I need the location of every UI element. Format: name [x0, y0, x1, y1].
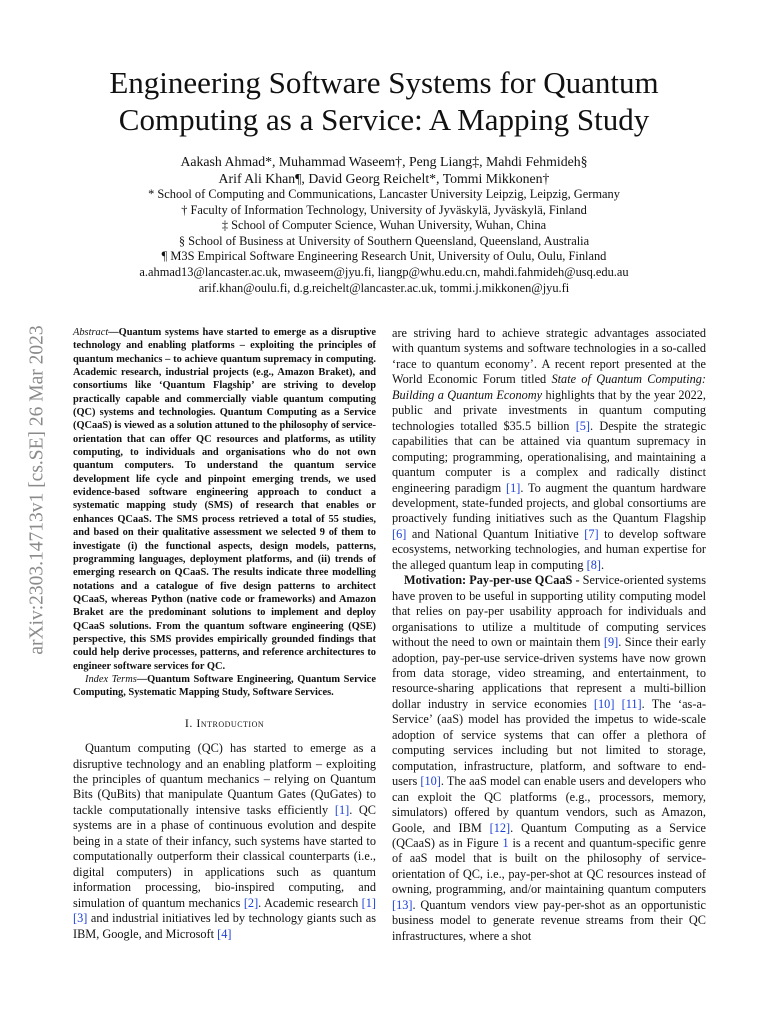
section-heading [73, 716, 376, 731]
section-number: I. [184, 715, 193, 730]
index-terms [73, 673, 376, 700]
section-title: Introduction [196, 715, 265, 730]
body-paragraph [392, 326, 706, 573]
intro-paragraph [73, 741, 376, 942]
emails-line-1: a.ahmad13@lancaster.ac.uk, mwaseem@jyu.fi, liangp@whu.edu.cn, mahdi.fahmideh@usq.edu.au [139, 264, 629, 279]
text-run: . The aaS model can enable users and developers who can exploit the QC platforms (e.g., processors, memory, simulators) offered by quantum vendors, such as Amazon, Goole, and IBM [392, 774, 706, 835]
emails-line-2: arif.khan@oulu.fi, d.g.reichelt@lancaster.ac.uk, tommi.j.mikkonen@jyu.fi [198, 280, 570, 295]
authors-line-2: Arif Ali Khan¶, David Georg Reichelt*, Tommi Mikkonen† [218, 170, 550, 186]
figure-link[interactable]: 1 [502, 835, 509, 850]
left-column [73, 326, 376, 942]
text-run: . Since their early adoption, pay-per-use service-driven systems have now grown from data storage, video streaming, and entertainment, to resource-sharing applications that represent a multi-billion dollar industry in service economies [392, 635, 706, 711]
abstract-label: Abstract [73, 327, 109, 338]
affiliation-2: † Faculty of Information Technology, University of Jyväskylä, Jyväskylä, Finland [181, 202, 587, 217]
citation-link[interactable]: [6] [392, 526, 407, 541]
text-run: . Quantum vendors view pay-per-shot as an opportunistic business model to generate revenue streams from their QC infrastructures, where a shot [392, 897, 706, 943]
author-block [80, 154, 688, 296]
title-line-2: Computing as a Service: A Mapping Study [118, 102, 650, 137]
citation-link[interactable]: [1] [361, 895, 377, 910]
right-column [392, 326, 706, 944]
text-run: and industrial initiatives led by technology giants such as IBM, Google, and Microsoft [73, 911, 376, 941]
motivation-paragraph [392, 573, 706, 944]
affiliation-4: § School of Business at University of Southern Queensland, Queensland, Australia [178, 233, 590, 248]
text-run: Quantum computing (QC) has started to emerge as a disruptive technology and an enabling platform – exploiting the principles of quantum mechanics – relying on Quantum Bits (QuBits) that manipulate Quantum Gates (QuGates) to tackle computationally intensive tasks efficiently [73, 741, 376, 817]
text-run: to develop software ecosystems, networking technologies, and human expertise for the alleged quantum leap in computing [392, 526, 706, 572]
citation-link[interactable]: [3] [73, 911, 88, 926]
affiliation-5: ¶ M3S Empirical Software Engineering Research Unit, University of Oulu, Oulu, Finland [161, 249, 607, 264]
index-terms-label: Index Terms [85, 673, 137, 685]
text-run: . To augment the quantum hardware development, state-funded projects, and global consortiums are proactively funding initiatives such as the Quantum Flagship [392, 480, 706, 526]
abstract [73, 326, 376, 673]
citation-link[interactable]: [10] [593, 696, 615, 711]
text-run: . Despite the strategic capabilities that can be attained via quantum supremacy in computing; programming, operationalising, and maintaining a quantum computer is a complex and radically distinct engineering paradigm [392, 418, 706, 495]
abstract-text: —Quantum systems have started to emerge as a disruptive technology and enabling platforms – exploiting the principles of quantum mechanics – to achieve quantum supremacy in computing. Academic research, industrial projects (e.g., Amazon Braket), and consortiums like ‘Quantum Flagship’ are striving to develop practically capable and commercially viable quantum computing (QC) systems and technologies. Quantum Computing as a Service (QCaaS) is viewed as a solution attuned to the philosophy of service-orientation that can offer QC resources and platforms, as utility computing, to individuals and organisations who do not own quantum computers. To understand the quantum service development life cycle and pinpoint emerging trends, we used evidence-based software engineering approach to conduct a systematic mapping study (SMS) of research that enables or enhances QCaaS. The SMS process retrieved a total of 55 studies, and based on their qualitative assessment we selected 9 of them to investigate (i) the functional aspects, design models, patterns, programming languages, deployment platforms, and (ii) trends of emerging research on QCaaS. The results indicate three modelling notations and a catalogue of five design patterns to architect QCaaS, whereas Python (native code or frameworks) and Amazon Braket are the predominant solutions to implement and deploy QCaaS solutions. From the quantum software engineering (QSE) perspective, this SMS provides empirically grounded findings that could help derive processes, patterns, and reference architectures to engineer software services for QC. [73, 327, 376, 672]
paper-title [80, 64, 688, 138]
text-run: . [601, 557, 605, 572]
citation-link[interactable]: [2] [243, 895, 259, 910]
citation-link[interactable]: [7] [584, 526, 599, 541]
citation-link[interactable]: [13] [392, 897, 413, 912]
arxiv-id-text: arXiv:2303.14713v1 [cs.SE] 26 Mar 2023 [27, 325, 49, 655]
citation-link[interactable]: [11] [621, 696, 642, 711]
citation-link[interactable]: [12] [489, 820, 511, 835]
text-run [614, 697, 621, 711]
motivation-label: Motivation: Pay-per-use QCaaS - [404, 573, 580, 588]
arxiv-identifier [18, 250, 58, 730]
authors-line-1: Aakash Ahmad*, Muhammad Waseem†, Peng Liang‡, Mahdi Fehmideh§ [180, 154, 588, 169]
citation-link[interactable]: [8] [586, 557, 601, 572]
citation-link[interactable]: [10] [420, 774, 441, 789]
text-run: . The ‘as-a-Service’ (aaS) model has provided the impetus to wide-scale adoption of service systems that can offer a plethora of computing services including but not limited to storage, computation, infrastructure, platform, and software to end-users [392, 696, 706, 789]
citation-link[interactable]: [4] [217, 926, 232, 941]
report-title: State of Quantum Computing: Building a Quantum Economy [392, 372, 706, 402]
text-run: . Academic research [258, 895, 362, 910]
title-line-1: Engineering Software Systems for Quantum [109, 65, 659, 100]
text-run: are striving hard to achieve strategic advantages associated with quantum systems and software technologies in a so-called ‘race to quantum economy’. A recent report presented at the World Economic Forum titled [392, 326, 706, 387]
citation-link[interactable]: [1] [506, 480, 521, 495]
text-run: . QC systems are in a phase of continuous evolution and despite being in a state of their infancy, such systems have started to computationally outperform their classical counterparts (i.e., digital computers) in applications such as quantum information processing, bio-inspired computing, and simulation of quantum mechanics [73, 802, 376, 910]
text-run: and National Quantum Initiative [406, 526, 585, 541]
text-run: highlights that by the year 2022, public and private investments in quantum computing technologies totalled $35.5 billion [392, 387, 706, 433]
text-run: is a recent and quantum-specific genre of aaS model that is built on the philosophy of service-orientation of QC, i.e., pay-per-shot at QC resources instead of owning, programming, and/or maintaining quantum computers [392, 835, 706, 897]
affiliation-1: * School of Computing and Communications, Lancaster University Leipzig, Leipzig, Germany [148, 187, 620, 201]
index-terms-text: —Quantum Software Engineering, Quantum Service Computing, Systematic Mapping Study, Software Services. [73, 673, 376, 699]
text-run: Service-oriented systems have proven to be useful in supporting utility computing model that relies on pay-per usability approach for individuals and organisations to utilize a multitude of computing services without the need to own or maintain them [392, 573, 706, 650]
citation-link[interactable]: [9] [603, 635, 619, 650]
text-run: . Quantum Computing as a Service (QCaaS) as in Figure [392, 820, 706, 850]
affiliation-3: ‡ School of Computer Science, Wuhan University, Wuhan, China [221, 218, 547, 233]
citation-link[interactable]: [1] [334, 802, 350, 817]
citation-link[interactable]: [5] [575, 418, 591, 433]
